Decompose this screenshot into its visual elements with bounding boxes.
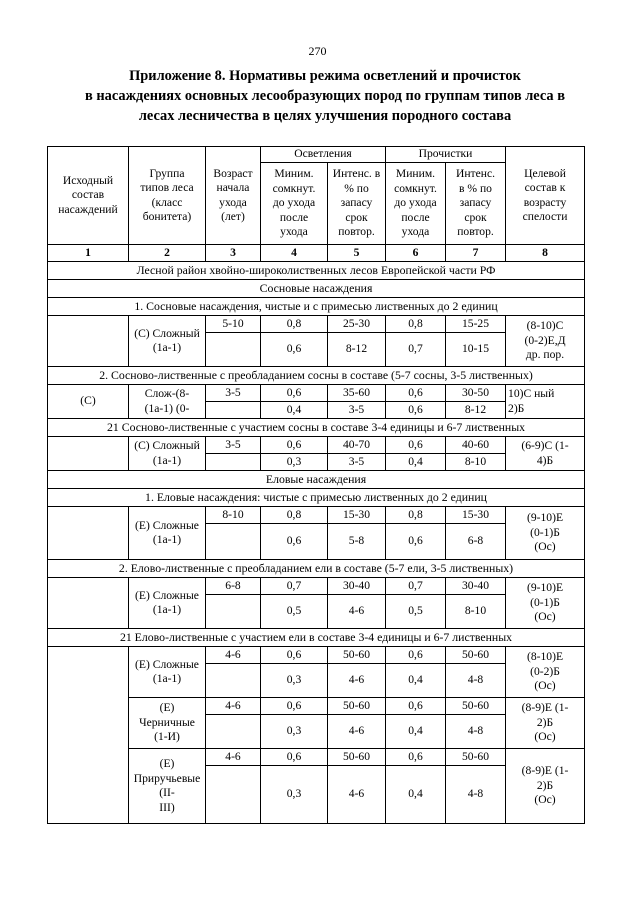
table-row [48,698,585,715]
start-age-cell: 8-10 [206,507,261,524]
min-density-pro-cell: 0,4 [386,454,446,471]
min-density-osv-cell: 0,6 [261,698,328,715]
intensity-pro-cell: 6-8 [446,524,506,560]
column-number: 8 [506,245,585,262]
min-density-pro-cell: 0,7 [386,578,446,595]
intensity-pro-cell: 4-8 [446,766,506,824]
forest-type-cell: (Е) Сложные (1а-1) [129,578,206,629]
min-density-osv-cell: 0,8 [261,316,328,333]
header-prochistki: Прочистки [386,147,506,163]
target-composition-cell: 10)С ный 2)Б [506,385,585,419]
intensity-osv-cell: 5-8 [328,524,386,560]
header-intensity-pro: Интенс. в % по запасу срок повтор. [446,163,506,245]
subsection-heading: 21 Елово-лиственные с участием ели в составе 3-4 единицы и 6-7 лиственных [48,629,585,647]
title-line-1: Приложение 8. Нормативы режима осветлений и прочисток [129,68,521,84]
start-age-cell [206,766,261,824]
forest-type-cell: (С) Сложный (1а-1) [129,437,206,471]
start-age-cell [206,402,261,419]
header-osvetleniya: Осветления [261,147,386,163]
start-age-cell: 3-5 [206,385,261,402]
table-row [48,437,585,454]
title-line-2: в насаждениях основных лесообразующих пород по группам типов леса в [85,88,565,104]
intensity-pro-cell: 50-60 [446,698,506,715]
forest-type-cell: (Е) Черничные (1-И) [129,698,206,749]
column-number: 2 [129,245,206,262]
forest-type-cell: Слож-(8- (1а-1) (0- [129,385,206,419]
section-heading-pine: Сосновые насаждения [48,280,585,298]
start-age-cell [206,595,261,629]
start-age-cell [206,524,261,560]
region-heading: Лесной район хвойно-широколиственных лесов Европейской части РФ [48,262,585,280]
start-age-cell: 4-6 [206,698,261,715]
min-density-osv-cell: 0,3 [261,766,328,824]
min-density-osv-cell: 0,6 [261,333,328,367]
subsection-heading: 2. Сосново-лиственные с преобладанием сосны в составе (5-7 сосны, 3-5 лиственных) [48,367,585,385]
header-min-density-osv: Миним. сомкнут. до ухода после ухода [261,163,328,245]
min-density-osv-cell: 0,8 [261,507,328,524]
min-density-osv-cell: 0,3 [261,664,328,698]
intensity-osv-cell: 50-60 [328,698,386,715]
forest-type-cell: (Е) Приручьевые (II- III) [129,749,206,824]
table-row [48,578,585,595]
initial-composition-cell [48,647,129,824]
min-density-osv-cell: 0,3 [261,715,328,749]
min-density-osv-cell: 0,6 [261,524,328,560]
intensity-pro-cell: 15-30 [446,507,506,524]
intensity-pro-cell: 50-60 [446,749,506,766]
min-density-osv-cell: 0,6 [261,437,328,454]
min-density-pro-cell: 0,8 [386,507,446,524]
intensity-pro-cell: 8-10 [446,595,506,629]
start-age-cell [206,454,261,471]
intensity-osv-cell: 30-40 [328,578,386,595]
intensity-osv-cell: 4-6 [328,766,386,824]
min-density-pro-cell: 0,4 [386,664,446,698]
intensity-osv-cell: 50-60 [328,647,386,664]
start-age-cell [206,333,261,367]
page-number: 270 [308,44,327,58]
column-number: 4 [261,245,328,262]
intensity-osv-cell: 50-60 [328,749,386,766]
initial-composition-cell [48,578,129,629]
start-age-cell: 5-10 [206,316,261,333]
initial-composition-cell [48,507,129,560]
intensity-osv-cell: 3-5 [328,454,386,471]
start-age-cell: 6-8 [206,578,261,595]
intensity-osv-cell: 8-12 [328,333,386,367]
intensity-osv-cell: 4-6 [328,595,386,629]
intensity-pro-cell: 40-60 [446,437,506,454]
min-density-pro-cell: 0,8 [386,316,446,333]
min-density-pro-cell: 0,7 [386,333,446,367]
min-density-osv-cell: 0,6 [261,749,328,766]
title-line-3: лесах лесничества в целях улучшения породного состава [138,108,512,124]
initial-composition-cell: (С) [48,385,129,419]
min-density-osv-cell: 0,6 [261,385,328,402]
start-age-cell [206,664,261,698]
target-composition-cell: (8-10)Е (0-2)Б (Ос) [506,647,585,698]
subsection-heading: 1. Сосновые насаждения, чистые и с примесью лиственных до 2 единиц [48,298,585,316]
intensity-osv-cell: 4-6 [328,664,386,698]
min-density-osv-cell: 0,6 [261,647,328,664]
intensity-pro-cell: 50-60 [446,647,506,664]
min-density-pro-cell: 0,6 [386,385,446,402]
min-density-pro-cell: 0,6 [386,749,446,766]
start-age-cell: 3-5 [206,437,261,454]
column-number: 7 [446,245,506,262]
intensity-pro-cell: 8-10 [446,454,506,471]
target-composition-cell: (6-9)С (1- 4)Б [506,437,585,471]
intensity-pro-cell: 30-40 [446,578,506,595]
intensity-pro-cell: 8-12 [446,402,506,419]
target-composition-cell: (9-10)Е (0-1)Б (Ос) [506,507,585,560]
intensity-pro-cell: 30-50 [446,385,506,402]
header-target-composition: Целевой состав к возрасту спелости [506,147,585,245]
start-age-cell: 4-6 [206,749,261,766]
intensity-pro-cell: 4-8 [446,664,506,698]
target-composition-cell: (9-10)Е (0-1)Б (Ос) [506,578,585,629]
table-row [48,507,585,524]
document-title [60,66,590,126]
column-number: 1 [48,245,129,262]
header-row-1 [48,147,585,163]
column-number-row [48,245,585,262]
intensity-pro-cell: 4-8 [446,715,506,749]
target-composition-cell: (8-9)Е (1- 2)Б (Ос) [506,749,585,824]
norms-table [47,146,585,824]
table-row [48,647,585,664]
intensity-pro-cell: 15-25 [446,316,506,333]
table-row [48,385,585,402]
min-density-pro-cell: 0,5 [386,595,446,629]
subsection-heading: 2. Елово-лиственные с преобладанием ели в составе (5-7 ели, 3-5 лиственных) [48,560,585,578]
min-density-pro-cell: 0,6 [386,402,446,419]
forest-type-cell: (Е) Сложные (1а-1) [129,507,206,560]
subsection-heading: 21 Сосново-лиственные с участием сосны в составе 3-4 единицы и 6-7 лиственных [48,419,585,437]
min-density-osv-cell: 0,4 [261,402,328,419]
intensity-pro-cell: 10-15 [446,333,506,367]
table-row [48,749,585,766]
table-row [48,316,585,333]
intensity-osv-cell: 35-60 [328,385,386,402]
min-density-pro-cell: 0,6 [386,647,446,664]
intensity-osv-cell: 40-70 [328,437,386,454]
column-number: 3 [206,245,261,262]
target-composition-cell: (8-10)С (0-2)Е,Д др. пор. [506,316,585,367]
column-number: 5 [328,245,386,262]
header-intensity-osv: Интенс. в % по запасу срок повтор. [328,163,386,245]
header-min-density-pro: Миним. сомкнут. до ухода после ухода [386,163,446,245]
min-density-pro-cell: 0,6 [386,437,446,454]
initial-composition-cell [48,316,129,367]
intensity-osv-cell: 15-30 [328,507,386,524]
forest-type-cell: (Е) Сложные (1а-1) [129,647,206,698]
forest-type-cell: (С) Сложный (1а-1) [129,316,206,367]
section-heading-spruce: Еловые насаждения [48,471,585,489]
subsection-heading: 1. Еловые насаждения: чистые с примесью лиственных до 2 единиц [48,489,585,507]
header-forest-type-group: Группа типов леса (класс бонитета) [129,147,206,245]
header-start-age: Возраст начала ухода (лет) [206,147,261,245]
min-density-pro-cell: 0,4 [386,715,446,749]
intensity-osv-cell: 3-5 [328,402,386,419]
initial-composition-cell [48,437,129,471]
start-age-cell [206,715,261,749]
min-density-osv-cell: 0,7 [261,578,328,595]
intensity-osv-cell: 25-30 [328,316,386,333]
column-number: 6 [386,245,446,262]
start-age-cell: 4-6 [206,647,261,664]
min-density-pro-cell: 0,4 [386,766,446,824]
min-density-pro-cell: 0,6 [386,524,446,560]
min-density-osv-cell: 0,5 [261,595,328,629]
intensity-osv-cell: 4-6 [328,715,386,749]
min-density-osv-cell: 0,3 [261,454,328,471]
target-composition-cell: (8-9)Е (1- 2)Б (Ос) [506,698,585,749]
header-initial-composition: Исходный состав насаждений [48,147,129,245]
min-density-pro-cell: 0,6 [386,698,446,715]
